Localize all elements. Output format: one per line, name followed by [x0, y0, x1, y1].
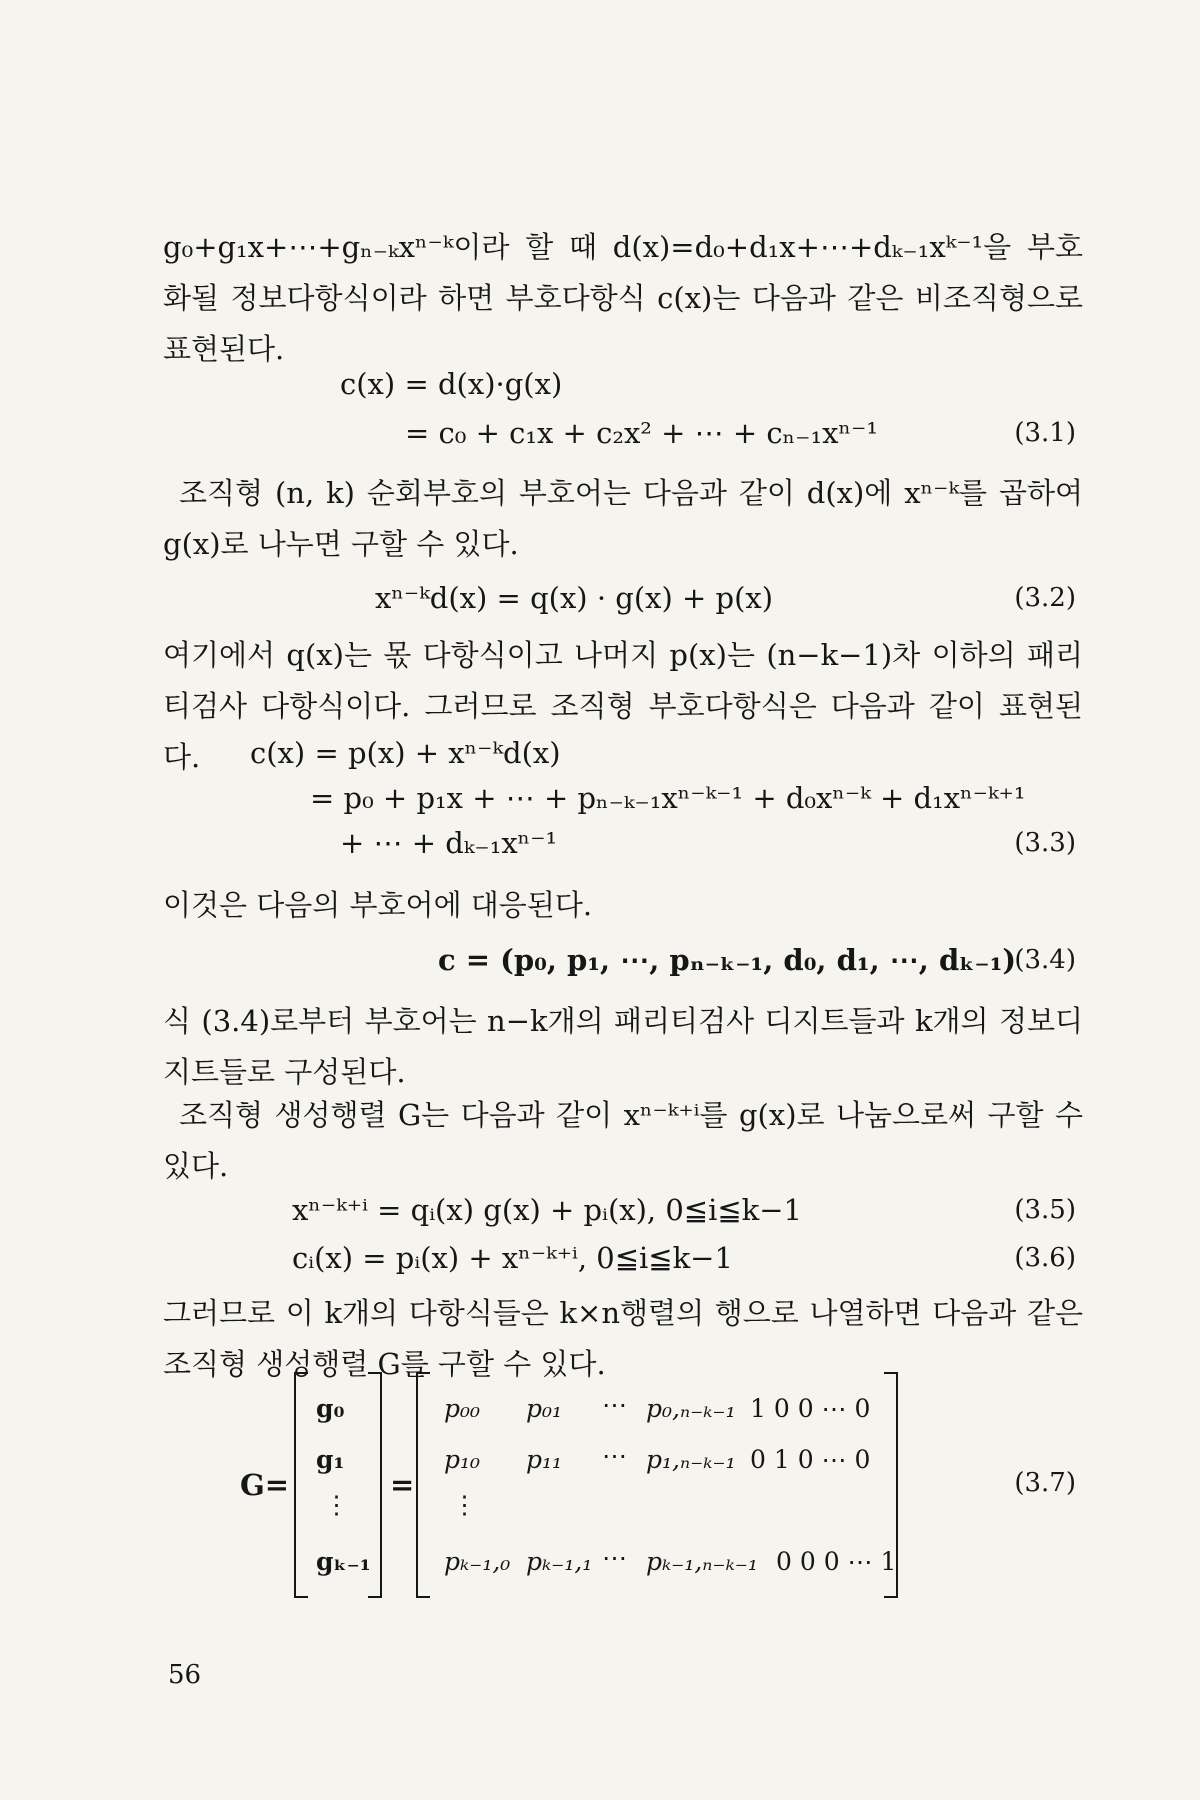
matrix-cell: pₖ₋₁,ₙ₋ₖ₋₁	[646, 1547, 758, 1576]
paragraph-k-polynomials: 그러므로 이 k개의 다항식들은 k×n행렬의 행으로 나열하면 다음과 같은 조직형 생성행렬 G를 구할 수 있다.	[163, 1296, 1083, 1381]
matrix-equals: =	[390, 1468, 415, 1502]
equation-number-3-7: (3.7)	[1014, 1468, 1076, 1498]
equation-3-5: xⁿ⁻ᵏ⁺ⁱ = qᵢ(x) g(x) + pᵢ(x), 0≦i≦k−1	[292, 1193, 803, 1227]
matrix-cell: p₁₁	[526, 1445, 563, 1474]
paragraph-systematic-code: 조직형 (n, k) 순회부호의 부호어는 다음과 같이 d(x)에 xⁿ⁻ᵏ를 곱하여 g(x)로 나누면 구할 수 있다.	[163, 476, 1083, 561]
equation-number-3-3: (3.3)	[1014, 828, 1076, 858]
matrix-cell: pₖ₋₁,₁	[526, 1547, 593, 1576]
equation-3-1-line1: c(x) = d(x)·g(x)	[340, 367, 563, 401]
equation-number-3-2: (3.2)	[1014, 583, 1076, 613]
paragraph-intro: g₀+g₁x+⋯+gₙ₋ₖxⁿ⁻ᵏ이라 할 때 d(x)=d₀+d₁x+⋯+dₖ₋₁xᵏ⁻¹을 부호화될 정보다항식이라 하면 부호다항식 c(x)는 다음과 같은 비조직형으로 표현된다.	[163, 230, 1083, 366]
equation-number-3-5: (3.5)	[1014, 1195, 1076, 1225]
equation-3-6: cᵢ(x) = pᵢ(x) + xⁿ⁻ᵏ⁺ⁱ, 0≦i≦k−1	[292, 1241, 733, 1275]
equation-number-3-1: (3.1)	[1014, 418, 1076, 448]
matrix-cell: ⋯	[602, 1441, 627, 1470]
equation-3-3-line2: = p₀ + p₁x + ⋯ + pₙ₋ₖ₋₁xⁿ⁻ᵏ⁻¹ + d₀xⁿ⁻ᵏ + d₁xⁿ⁻ᵏ⁺¹	[310, 781, 1026, 815]
left-bracket-g	[294, 1372, 308, 1598]
matrix-cell: p₀,ₙ₋ₖ₋₁	[646, 1394, 736, 1423]
matrix-cell: 0 0 0 ⋯ 1	[776, 1547, 897, 1576]
equation-number-3-4: (3.4)	[1014, 945, 1076, 975]
matrix-cell: p₁,ₙ₋ₖ₋₁	[646, 1445, 736, 1474]
matrix-cell: p₀₀	[444, 1394, 481, 1423]
equation-3-3-line3: + ⋯ + dₖ₋₁xⁿ⁻¹	[340, 826, 558, 860]
matrix-cell: ⋮	[452, 1490, 477, 1519]
equation-3-1-line2: = c₀ + c₁x + c₂x² + ⋯ + cₙ₋₁xⁿ⁻¹	[405, 416, 878, 450]
g-row-0: g₀	[316, 1394, 345, 1423]
matrix-cell: p₀₁	[526, 1394, 563, 1423]
paragraph-generator-matrix: 조직형 생성행렬 G는 다음과 같이 xⁿ⁻ᵏ⁺ⁱ를 g(x)로 나눔으로써 구할 수 있다.	[163, 1098, 1083, 1183]
g-row-1: g₁	[316, 1445, 345, 1474]
generator-matrix	[220, 1372, 1040, 1612]
matrix-cell: 0 1 0 ⋯ 0	[750, 1445, 871, 1474]
left-bracket-p	[416, 1372, 430, 1598]
matrix-cell: ⋯	[602, 1543, 627, 1572]
matrix-cell: ⋯	[602, 1390, 627, 1419]
matrix-cell: 1 0 0 ⋯ 0	[750, 1394, 871, 1423]
equation-3-2: xⁿ⁻ᵏd(x) = q(x) · g(x) + p(x)	[375, 581, 774, 615]
matrix-cell: pₖ₋₁,₀	[444, 1547, 511, 1576]
matrix-cell: p₁₀	[444, 1445, 481, 1474]
g-row-last: gₖ₋₁	[316, 1547, 371, 1576]
equation-number-3-6: (3.6)	[1014, 1243, 1076, 1273]
paragraph-from-3-4: 식 (3.4)로부터 부호어는 n−k개의 패리티검사 디지트들과 k개의 정보디지트들로 구성된다.	[163, 1004, 1083, 1089]
g-row-dots: ⋮	[324, 1490, 349, 1519]
paragraph-codeword: 이것은 다음의 부호어에 대응된다.	[163, 888, 593, 922]
page-number: 56	[168, 1660, 202, 1690]
equation-3-4: c = (p₀, p₁, ⋯, pₙ₋ₖ₋₁, d₀, d₁, ⋯, dₖ₋₁)	[438, 943, 1017, 977]
matrix-lhs: G=	[240, 1468, 290, 1502]
paragraph-quotient: 여기에서 q(x)는 몫 다항식이고 나머지 p(x)는 (n−k−1)차 이하의 패리티검사 다항식이다. 그러므로 조직형 부호다항식은 다음과 같이 표현된다.	[163, 638, 1083, 774]
equation-3-3-line1: c(x) = p(x) + xⁿ⁻ᵏd(x)	[250, 736, 561, 770]
